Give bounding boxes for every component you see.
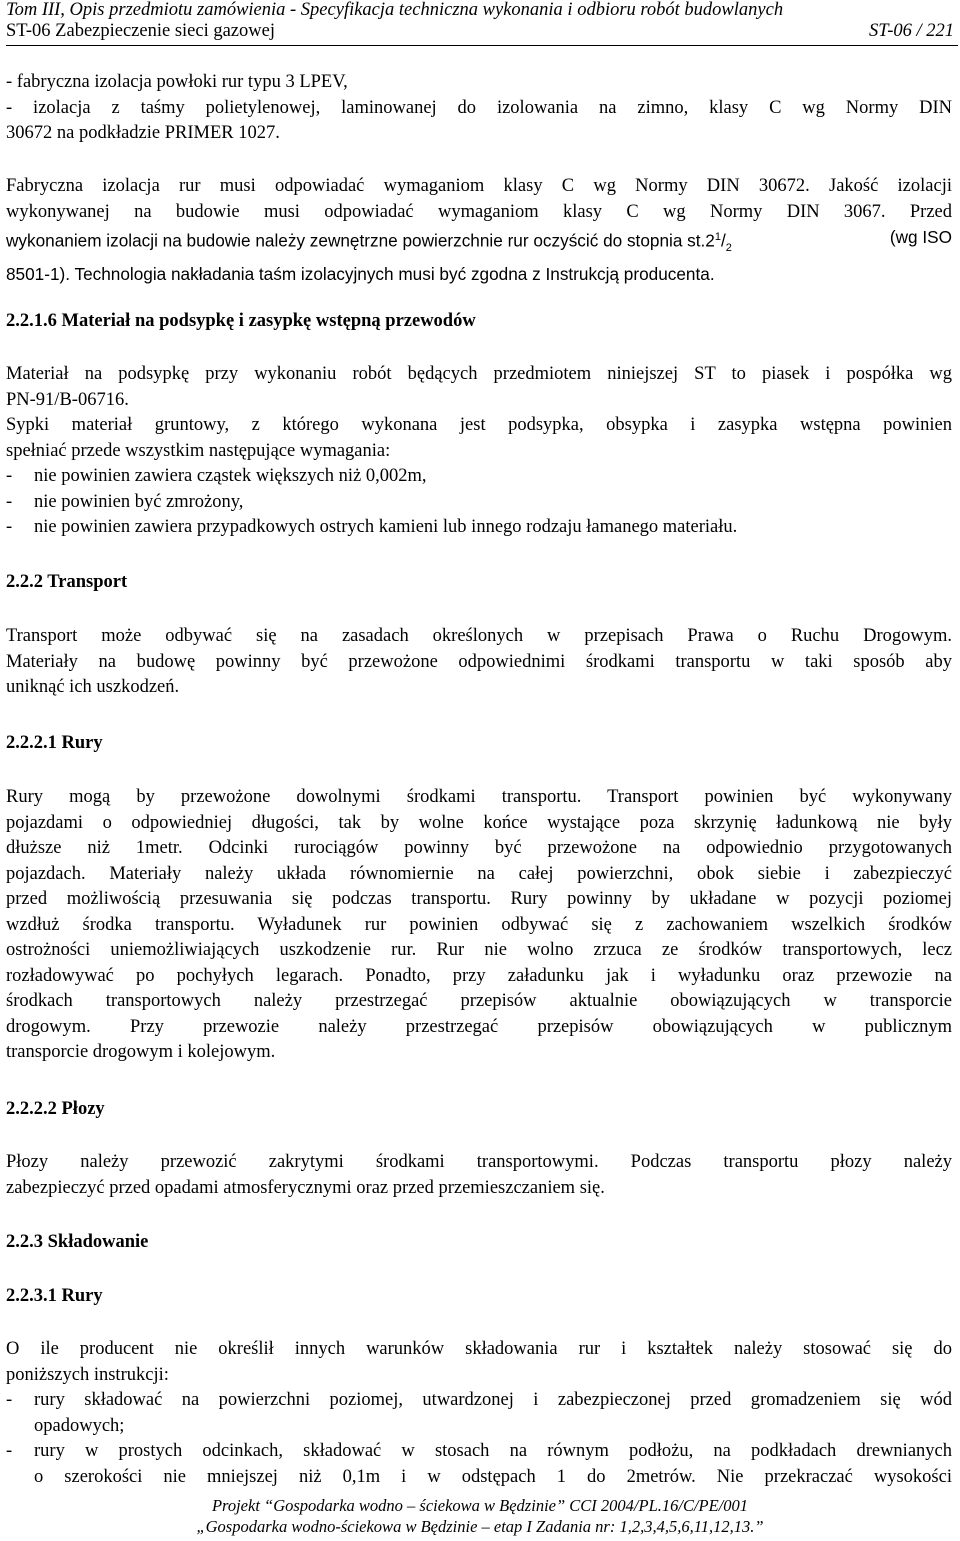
text-line: wykonywanej na budowie musi odpowiadać wymaganiom klasy C wg Normy DIN 3067. Przed bbox=[6, 201, 952, 222]
footer-task: „Gospodarka wodno-ściekowa w Będzinie – etap I Zadania nr: 1,2,3,4,5,6,11,12,13.” bbox=[196, 1517, 764, 1536]
text-line: Materiały na budowę powinny być przewożone odpowiednimi środkami transportu w taki sposób aby bbox=[6, 651, 952, 672]
text-line: transporcie drogowym i kolejowym. bbox=[6, 1042, 276, 1062]
text-line: Fabryczna izolacja rur musi odpowiadać wymaganiom klasy C wg Normy DIN 30672. Jakość izolacji bbox=[6, 176, 952, 196]
text-line: 8501-1). Technologia nakładania taśm izolacyjnych musi być zgodna z Instrukcją producenta. bbox=[6, 263, 715, 284]
text-line: zabezpieczyć przed opadami atmosferycznymi oraz przed przemieszczaniem się. bbox=[6, 1177, 605, 1198]
text-line-grade bbox=[6, 225, 952, 262]
text-line: rozładowywać po pochyłych legarach. Ponadto, przy załadunku jak i wyładunku oraz przewozie na bbox=[6, 965, 952, 986]
intro-list bbox=[6, 70, 952, 147]
text-line: ostrożności uniemożliwiających uszkodzenie rur. Rur nie wolno zrzuca ze środków transportowych, lecz bbox=[6, 940, 952, 960]
text-line: pojazdach. Materiały należy układa równomiernie na całej powierzchni, obok siebie i zabezpieczyć bbox=[6, 863, 952, 884]
section-label: ST-06 Zabezpieczenie sieci gazowej bbox=[6, 21, 275, 41]
text-line: poniższych instrukcji: bbox=[6, 1364, 169, 1385]
text-line-end: (wg ISO bbox=[889, 227, 952, 247]
text-line: dłuższe niż 1metr. Odcinki rurociągów powinny być przewożone na odpowiednio przygotowanych bbox=[6, 838, 952, 858]
text-line: przed możliwością przesuwania się podczas transportu. Rury powinny by układane w pozycji poziomej bbox=[6, 889, 952, 909]
text-line: Sypki materiał gruntowy, z którego wykonana jest podsypka, obsypka i zasypka wstępna powinien bbox=[6, 415, 952, 435]
text-line: O ile producent nie określił innych warunków składowania rur i kształtek należy stosować się do bbox=[6, 1339, 952, 1359]
list-item-continuation: o szerokości nie mniejszej niż 0,1m i w odstępach 1 do 2metrów. Nie przekraczać wysokości bbox=[34, 1466, 952, 1487]
text-line: drogowym. Przy przewozie należy przestrzegać przepisów obowiązujących w publicznym bbox=[6, 1016, 952, 1037]
text-line: PN-91/B-06716. bbox=[6, 389, 129, 410]
section-2222-body bbox=[6, 1150, 952, 1201]
section-2216-body bbox=[6, 362, 952, 541]
text-line: Transport może odbywać się na zasadach określonych w przepisach Prawa o Ruchu Drogowym. bbox=[6, 626, 952, 646]
section-heading-2231: 2.2.3.1 Rury bbox=[6, 1286, 103, 1306]
list-item: - nie powinien być zmrożony, bbox=[6, 491, 244, 512]
list-item: - rury składować na powierzchni poziomej, utwardzonej i zabezpieczonej przed gromadzeniem się wód bbox=[6, 1390, 952, 1410]
header-row bbox=[6, 21, 954, 42]
text-line: środkach transportowych należy przestrzegać przepisów aktualnie obowiązujących w transporcie bbox=[6, 991, 952, 1011]
section-222-body bbox=[6, 624, 952, 701]
list-item: - fabryczna izolacja powłoki rur typu 3 LPEV, bbox=[6, 72, 348, 92]
list-item: 30672 na podkładzie PRIMER 1027. bbox=[6, 123, 280, 143]
text-line: wykonaniem izolacji na budowie należy zewnętrzne powierzchnie rur oczyścić do stopnia $st.2^1/_2$ bbox=[6, 230, 732, 255]
header-divider bbox=[6, 45, 958, 46]
text-line: spełniać przede wszystkim następujące wymagania: bbox=[6, 440, 391, 461]
footer-project: Projekt “Gospodarka wodno – ściekowa w Będzinie” CCI 2004/PL.16/C/PE/001 bbox=[211, 1496, 749, 1515]
page-header bbox=[6, 0, 954, 42]
paragraph-isolation bbox=[6, 174, 952, 287]
list-item-continuation: opadowych; bbox=[34, 1415, 125, 1436]
text-line: wzdłuż środka transportu. Wyładunek rur powinien odbywać się z zachowaniem wszelkich środków bbox=[6, 914, 952, 935]
text-line: Płozy należy przewozić zakrytymi środkami transportowymi. Podczas transportu płozy należy bbox=[6, 1152, 952, 1172]
text-line: Materiał na podsypkę przy wykonaniu robót będących przedmiotem niniejszej ST to piasek i pospółka wg bbox=[6, 364, 952, 384]
section-heading-223: 2.2.3 Składowanie bbox=[6, 1232, 149, 1252]
section-heading-2221: 2.2.2.1 Rury bbox=[6, 733, 103, 753]
list-item: - izolacja z taśmy polietylenowej, laminowanej do izolowania na zimno, klasy C wg Normy DIN bbox=[6, 97, 952, 118]
document-title: Tom III, Opis przedmiotu zamówienia - Specyfikacja techniczna wykonania i odbioru robót budowlanych bbox=[6, 0, 784, 20]
section-heading-2222: 2.2.2.2 Płozy bbox=[6, 1099, 105, 1119]
section-heading-2216: 2.2.1.6 Materiał na podsypkę i zasypkę wstępną przewodów bbox=[6, 311, 476, 331]
page-number: ST-06 / 221 bbox=[869, 21, 954, 41]
section-heading-222: 2.2.2 Transport bbox=[6, 572, 128, 592]
text-line: uniknąć ich uszkodzeń. bbox=[6, 677, 180, 697]
list-item: - nie powinien zawiera cząstek większych niż 0,002m, bbox=[6, 466, 427, 486]
page-footer bbox=[0, 1495, 960, 1537]
text-line: Rury mogą by przewożone dowolnymi środkami transportu. Transport powinien być wykonywany bbox=[6, 787, 952, 807]
section-2231-body bbox=[6, 1337, 952, 1490]
list-item: - nie powinien zawiera przypadkowych ostrych kamieni lub innego rodzaju łamanego materiału. bbox=[6, 517, 738, 537]
section-2221-body bbox=[6, 785, 952, 1066]
text-line: pojazdami o odpowiedniej długości, tak by wolne końce wystające poza skrzynię ładunkową nie były bbox=[6, 812, 952, 833]
list-item: - rury w prostych odcinkach, składować w stosach na równym podłożu, na podkładach drewnianych bbox=[6, 1441, 952, 1461]
